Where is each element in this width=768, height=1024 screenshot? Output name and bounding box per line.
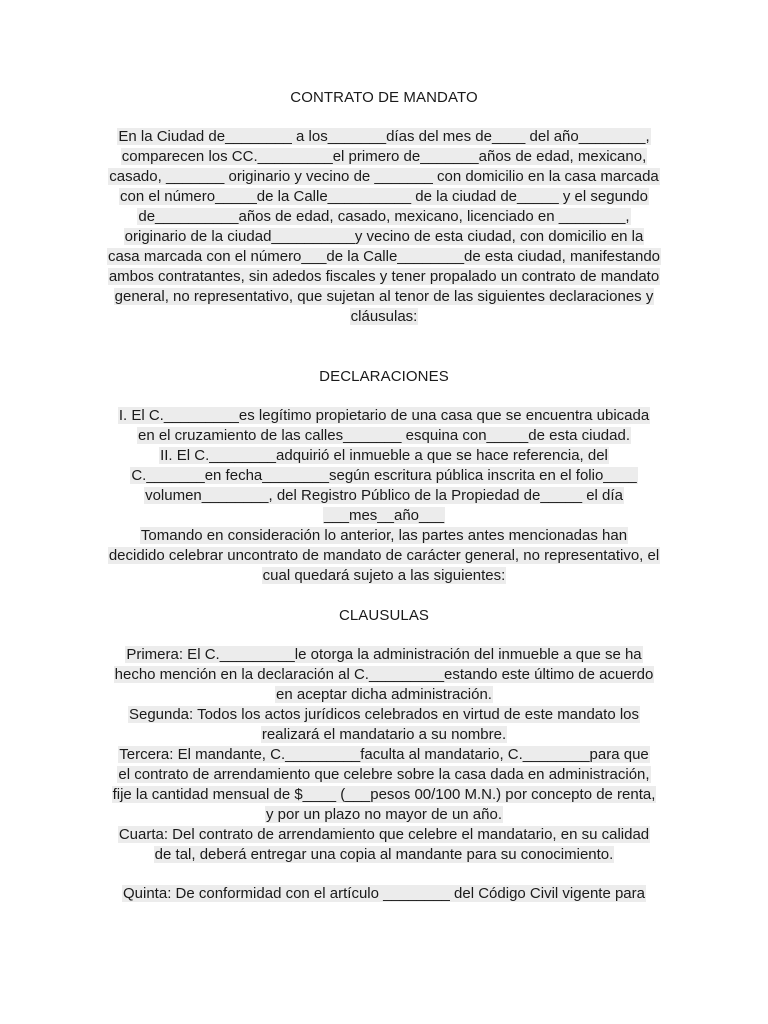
declaracion-line: cual quedará sujeto a las siguientes: [262,567,506,584]
intro-line: comparecen los CC._________el primero de_______años de edad, mexicano, [121,148,647,165]
declaracion-line: C._______en fecha________según escritura pública inscrita en el folio____ [131,467,637,484]
intro-line: cláusulas: [350,308,418,325]
intro-line: originario de la ciudad__________y vecino de esta ciudad, con domicilio en la [124,228,644,245]
document-title: CONTRATO DE MANDATO [290,89,478,106]
clausula-line: hecho mención en la declaración al C._________estando este último de acuerdo [114,666,654,683]
intro-line: general, no representativo, que sujetan al tenor de las siguientes declaraciones y [114,288,654,305]
declaraciones-heading: DECLARACIONES [319,368,449,385]
clausula-line: realizará el mandatario a su nombre. [261,726,507,743]
intro-paragraph [0,127,768,327]
quinta-paragraph [0,884,768,904]
declaracion-line: Tomando en consideración lo anterior, las partes antes mencionadas han [140,527,628,544]
clausula-line: Cuarta: Del contrato de arrendamiento que celebre el mandatario, en su calidad [118,826,650,843]
declaracion-line: II. El C.________adquirió el inmueble a que se hace referencia, del [160,447,608,464]
declaracion-line: en el cruzamiento de las calles_______ esquina con_____de esta ciudad. [137,427,631,444]
declaracion-line: I. El C._________es legítimo propietario de una casa que se encuentra ubicada [118,407,650,424]
clausula-line: de tal, deberá entregar una copia al mandante para su conocimiento. [154,846,614,863]
declaraciones-section [0,406,768,586]
clausula-line: y por un plazo no mayor de un año. [266,806,502,823]
declaracion-line: ___mes__año___ [323,507,445,524]
clausulas-heading: CLAUSULAS [338,607,430,624]
intro-line: casa marcada con el número___de la Calle________de esta ciudad, manifestando [107,248,661,265]
clausula-line: Primera: El C._________le otorga la administración del inmueble a que se ha [126,646,642,663]
intro-line: con el número_____de la Calle__________ de la ciudad de_____ y el segundo [120,188,648,205]
declaracion-line: decidido celebrar uncontrato de mandato de carácter general, no representativo, el [108,547,660,564]
intro-line: de__________años de edad, casado, mexicano, licenciado en ________, [138,208,630,225]
intro-line: ambos contratantes, sin adedos fiscales y tener propalado un contrato de mandato [108,268,660,285]
intro-line: En la Ciudad de________ a los_______días del mes de____ del año________, [118,128,650,145]
clausula-line: Segunda: Todos los actos jurídicos celebrados en virtud de este mandato los [128,706,640,723]
clausula-line: el contrato de arrendamiento que celebre sobre la casa dada en administración, [118,766,650,783]
quinta-line: Quinta: De conformidad con el artículo ________ del Código Civil vigente para [123,885,645,902]
declaracion-line: volumen________, del Registro Público de la Propiedad de_____ el día [145,487,623,504]
clausulas-section [0,645,768,865]
intro-line: casado, _______ originario y vecino de _______ con domicilio en la casa marcada [109,168,659,185]
clausula-line: Tercera: El mandante, C._________faculta al mandatario, C.________para que [119,746,649,763]
clausula-line: fije la cantidad mensual de $____ (___pesos 00/100 M.N.) por concepto de renta, [112,786,656,803]
clausula-line: en aceptar dicha administración. [276,686,492,703]
